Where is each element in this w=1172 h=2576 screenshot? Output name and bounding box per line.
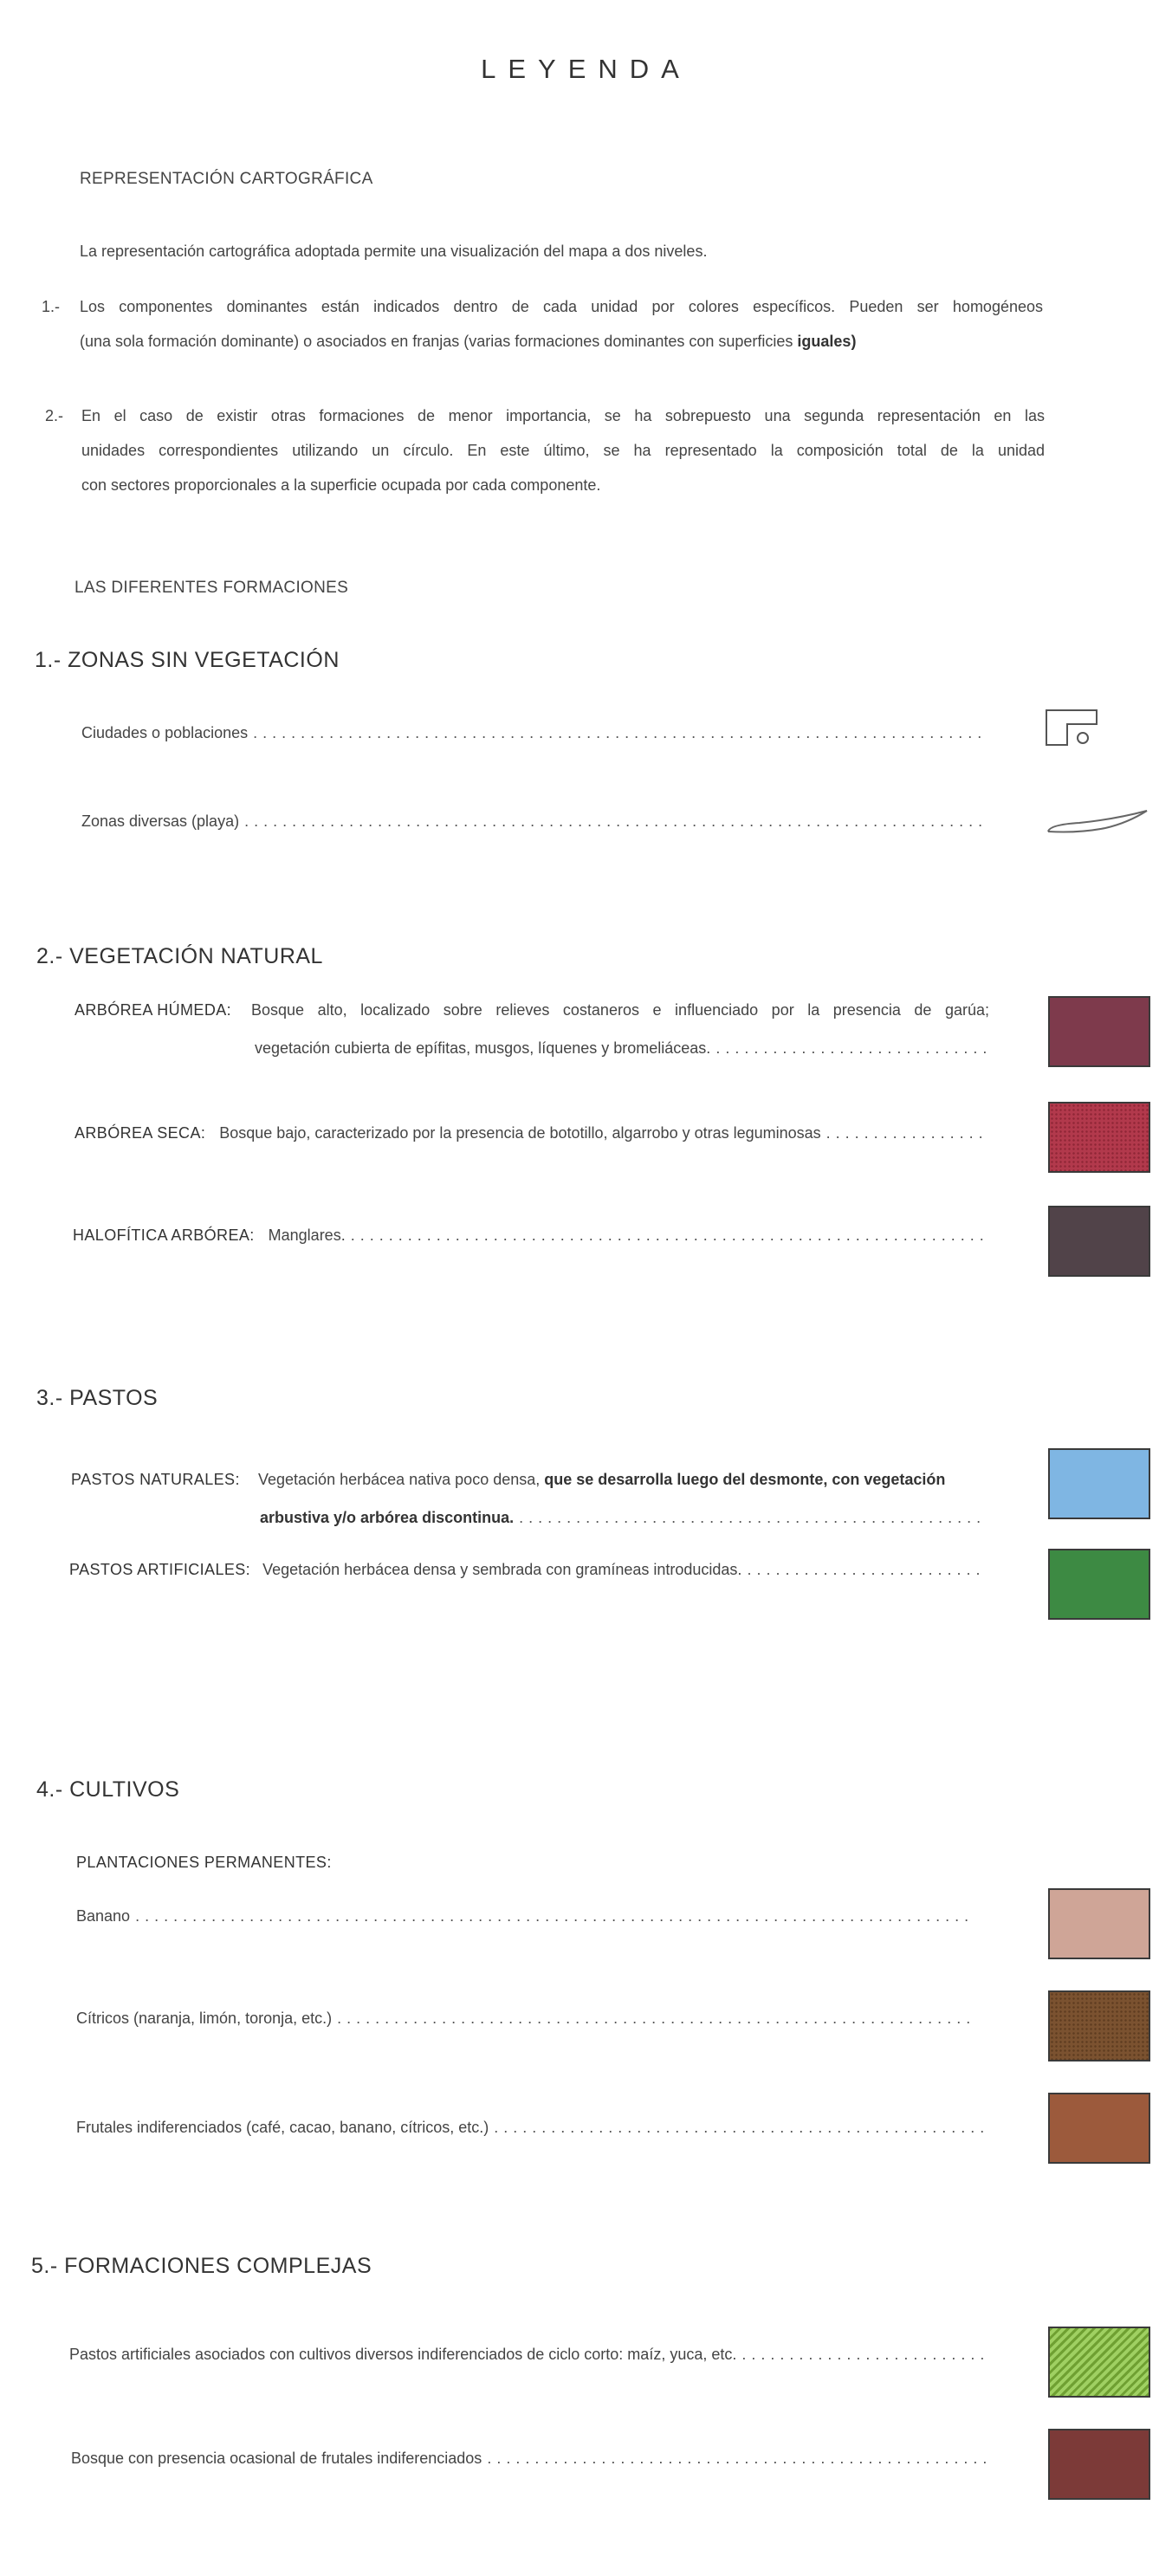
item2-line1: En el caso de existir otras formaciones de menor importancia, se ha sobrepuesto una segunda representación en las — [81, 407, 1045, 424]
section-3-heading: 3.- PASTOS — [36, 1386, 159, 1410]
swatch-citricos — [1048, 1990, 1150, 2061]
item1-line1: Los componentes dominantes están indicados dentro de cada unidad por colores específicos. Pueden ser homogéneos — [80, 298, 1043, 315]
arborea-humeda-line2-text: vegetación cubierta de epífitas, musgos, líquenes y bromeliáceas. — [255, 1039, 711, 1057]
halofitica-text: Manglares. — [268, 1227, 346, 1244]
city-symbol-icon — [1043, 707, 1104, 750]
beach-symbol-icon — [1045, 806, 1152, 840]
entry-banano — [76, 1899, 974, 1933]
pastos-artificiales-label: PASTOS ARTIFICIALES: — [69, 1561, 251, 1578]
leader-dots — [253, 715, 982, 750]
swatch-pastos-artificiales — [1048, 1549, 1150, 1620]
leader-dots — [487, 2441, 987, 2476]
leader-dots — [494, 2110, 984, 2145]
item1-line2-text: (una sola formación dominante) o asociados en franjas (varias formaciones dominantes con superficies — [80, 333, 798, 350]
entry-halofitica — [73, 1218, 986, 1252]
formaciones-heading: LAS DIFERENTES FORMACIONES — [74, 579, 349, 597]
arborea-humeda-line1: Bosque alto, localizado sobre relieves costaneros e influenciado por la presencia de garúa; — [251, 1001, 989, 1019]
pastos-naturales-line1-text: Vegetación herbácea nativa poco densa, — [258, 1471, 545, 1488]
entry-complejas-pastos — [69, 2337, 986, 2372]
swatch-complejas-pastos — [1048, 2327, 1150, 2398]
pastos-naturales-line1 — [258, 1462, 970, 1497]
entry-arborea-seca — [74, 1116, 986, 1150]
page-title: LEYENDA — [481, 54, 691, 84]
leader-dots — [716, 1031, 987, 1065]
entry-playa — [81, 804, 982, 838]
leader-dots — [135, 1899, 974, 1933]
entry-complejas-pastos-text: Pastos artificiales asociados con cultivos diversos indiferenciados de ciclo corto: maíz, yuca, etc. — [69, 2346, 737, 2363]
leader-dots — [337, 2001, 974, 2036]
entry-banano-text: Banano — [76, 1907, 131, 1925]
entry-frutales-text: Frutales indiferenciados (café, cacao, banano, cítricos, etc.) — [76, 2119, 489, 2136]
item1-number: 1.- — [42, 298, 61, 315]
leader-dots — [519, 1500, 984, 1535]
arborea-seca-text: Bosque bajo, caracterizado por la presencia de bototillo, algarrobo y otras leguminosas — [219, 1124, 821, 1142]
intro-paragraph: La representación cartográfica adoptada permite una visualización del mapa a dos niveles. — [80, 243, 708, 260]
section-heading-representacion: REPRESENTACIÓN CARTOGRÁFICA — [80, 170, 373, 188]
swatch-arborea-seca — [1048, 1102, 1150, 1173]
leader-dots — [351, 1218, 986, 1252]
entry-pastos-artificiales — [69, 1552, 981, 1587]
plantaciones-heading: PLANTACIONES PERMANENTES: — [76, 1854, 332, 1871]
swatch-arborea-humeda — [1048, 996, 1150, 1067]
entry-citricos-text: Cítricos (naranja, limón, toronja, etc.) — [76, 2010, 333, 2027]
swatch-pastos-naturales — [1048, 1448, 1150, 1519]
section-4-heading: 4.- CULTIVOS — [36, 1777, 180, 1802]
entry-ciudades-text: Ciudades o poblaciones — [81, 724, 249, 741]
swatch-complejas-bosque — [1048, 2429, 1150, 2500]
swatch-banano — [1048, 1888, 1150, 1959]
entry-complejas-bosque — [71, 2441, 987, 2476]
leader-dots — [741, 2337, 986, 2372]
item2-line2: unidades correspondientes utilizando un círculo. En este último, se ha representado la composición total de la unidad — [81, 442, 1045, 459]
leader-dots — [826, 1116, 986, 1150]
arborea-humeda-label: ARBÓREA HÚMEDA: — [74, 1001, 232, 1019]
item1-line2-bold: iguales) — [797, 333, 857, 350]
section-2-heading: 2.- VEGETACIÓN NATURAL — [36, 944, 323, 968]
pastos-naturales-line1-bold: que se desarrolla luego del desmonte, con vegetación — [544, 1471, 946, 1488]
section-5-heading: 5.- FORMACIONES COMPLEJAS — [31, 2254, 372, 2278]
entry-complejas-bosque-text: Bosque con presencia ocasional de frutales indiferenciados — [71, 2450, 482, 2467]
item1-line2 — [80, 324, 1043, 359]
item2-line3: con sectores proporcionales a la superficie ocupada por cada componente. — [81, 476, 601, 494]
pastos-naturales-line2-text: arbustiva y/o arbórea discontinua. — [260, 1509, 515, 1526]
leader-dots — [244, 804, 982, 838]
pastos-naturales-line2 — [260, 1500, 984, 1535]
swatch-halofitica — [1048, 1206, 1150, 1277]
entry-frutales — [76, 2110, 984, 2145]
swatch-frutales — [1048, 2093, 1150, 2164]
leader-dots — [747, 1552, 981, 1587]
halofitica-label: HALOFÍTICA ARBÓREA: — [73, 1227, 255, 1244]
arborea-seca-label: ARBÓREA SECA: — [74, 1124, 206, 1142]
section-1-heading: 1.- ZONAS SIN VEGETACIÓN — [35, 648, 340, 672]
pastos-naturales-label: PASTOS NATURALES: — [71, 1471, 240, 1488]
item2-number: 2.- — [45, 407, 64, 424]
pastos-artificiales-text: Vegetación herbácea densa y sembrada con gramíneas introducidas. — [262, 1561, 742, 1578]
entry-citricos — [76, 2001, 974, 2036]
entry-playa-text: Zonas diversas (playa) — [81, 812, 240, 830]
arborea-humeda-line2 — [255, 1031, 987, 1065]
entry-ciudades — [81, 715, 982, 750]
